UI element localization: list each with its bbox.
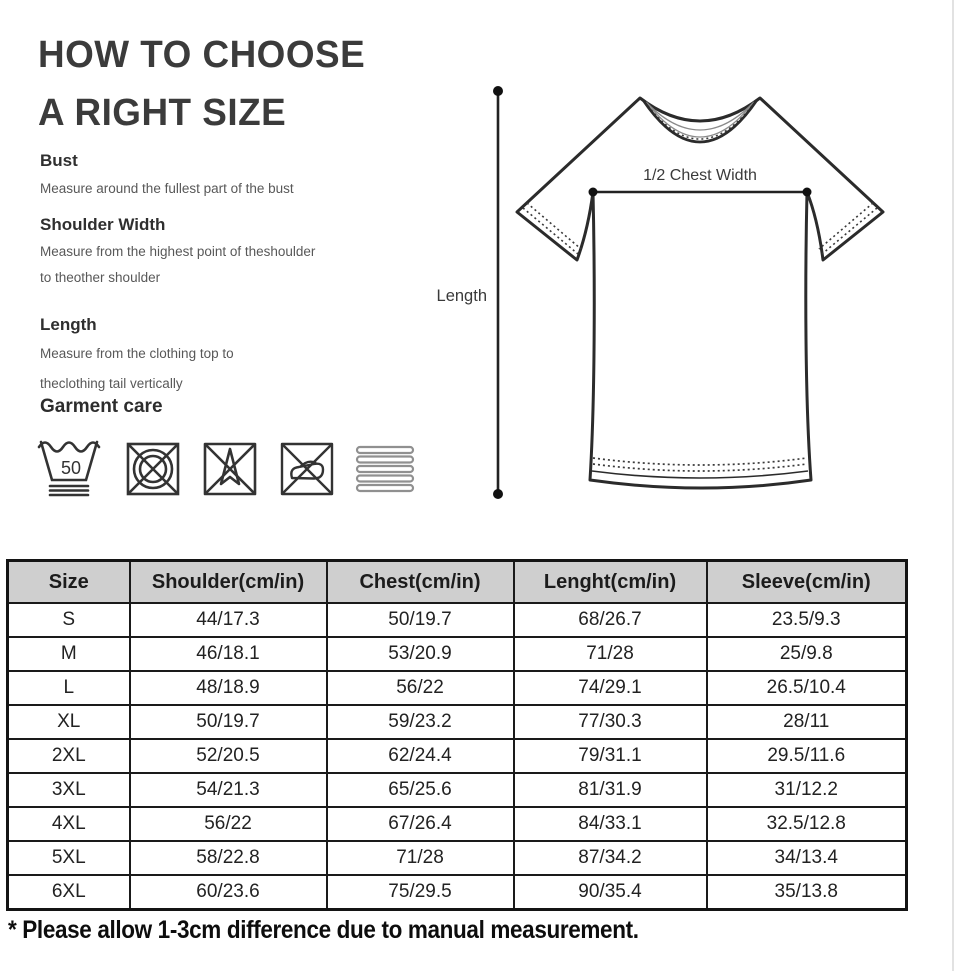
table-row [8, 637, 907, 671]
length-heading: Length [40, 315, 97, 334]
measurement-cell: 54/21.3 [130, 773, 327, 807]
garment-care-heading: Garment care [40, 396, 163, 417]
measurement-cell: 75/29.5 [327, 875, 514, 910]
measurement-cell: 34/13.4 [707, 841, 907, 875]
table-row [8, 705, 907, 739]
measurement-cell: 71/28 [327, 841, 514, 875]
size-cell: L [8, 671, 130, 705]
measurement-cell: 44/17.3 [130, 603, 327, 637]
size-cell: M [8, 637, 130, 671]
measurement-cell: 23.5/9.3 [707, 603, 907, 637]
measurement-cell: 28/11 [707, 705, 907, 739]
bust-heading: Bust [40, 151, 78, 170]
chest-width-label: 1/2 Chest Width [643, 167, 757, 184]
column-header: Chest(cm/in) [327, 561, 514, 604]
measurement-cell: 79/31.1 [514, 739, 707, 773]
page-title-line1: HOW TO CHOOSE [38, 34, 366, 76]
tshirt-outline [517, 98, 883, 488]
measurement-cell: 31/12.2 [707, 773, 907, 807]
table-row [8, 603, 907, 637]
page-title-line2: A RIGHT SIZE [38, 92, 287, 134]
size-cell: 4XL [8, 807, 130, 841]
measurement-cell: 65/25.6 [327, 773, 514, 807]
column-header: Size [8, 561, 130, 604]
measurement-cell: 50/19.7 [327, 603, 514, 637]
measurement-cell: 90/35.4 [514, 875, 707, 910]
column-header: Lenght(cm/in) [514, 561, 707, 604]
size-table-header [8, 561, 907, 604]
measurement-cell: 46/18.1 [130, 637, 327, 671]
measurement-cell: 32.5/12.8 [707, 807, 907, 841]
size-cell: 2XL [8, 739, 130, 773]
measurement-cell: 48/18.9 [130, 671, 327, 705]
measurement-cell: 60/23.6 [130, 875, 327, 910]
table-row [8, 671, 907, 705]
table-row [8, 841, 907, 875]
length-description-line2: theclothing tail vertically [40, 376, 183, 391]
garment-care-icons [30, 434, 418, 504]
tshirt-measurement-diagram [410, 80, 910, 520]
measurement-cell: 53/20.9 [327, 637, 514, 671]
column-header: Sleeve(cm/in) [707, 561, 907, 604]
measurement-cell: 58/22.8 [130, 841, 327, 875]
bust-description: Measure around the fullest part of the bust [40, 181, 294, 196]
measurement-cell: 74/29.1 [514, 671, 707, 705]
measurement-cell: 50/19.7 [130, 705, 327, 739]
image-edge-artifact [952, 0, 954, 971]
table-row [8, 739, 907, 773]
table-row [8, 773, 907, 807]
measurement-cell: 26.5/10.4 [707, 671, 907, 705]
size-cell: 6XL [8, 875, 130, 910]
shoulder-width-description-line2: to theother shoulder [40, 270, 161, 285]
shoulder-width-description-line1: Measure from the highest point of theshoulder [40, 244, 316, 259]
measurement-cell: 87/34.2 [514, 841, 707, 875]
measurement-cell: 81/31.9 [514, 773, 707, 807]
measurement-cell: 67/26.4 [327, 807, 514, 841]
measurement-cell: 62/24.4 [327, 739, 514, 773]
size-cell: 5XL [8, 841, 130, 875]
size-table [6, 559, 908, 911]
footer-note: * Please allow 1-3cm difference due to manual measurement. [8, 916, 639, 944]
page-title [38, 26, 365, 142]
measurement-cell: 52/20.5 [130, 739, 327, 773]
measurement-cell: 35/13.8 [707, 875, 907, 910]
measurement-cell: 29.5/11.6 [707, 739, 907, 773]
measurement-cell: 84/33.1 [514, 807, 707, 841]
size-cell: 3XL [8, 773, 130, 807]
length-description-line1: Measure from the clothing top to [40, 346, 234, 361]
measurement-cell: 59/23.2 [327, 705, 514, 739]
measurement-cell: 68/26.7 [514, 603, 707, 637]
measurement-cell: 25/9.8 [707, 637, 907, 671]
table-row [8, 875, 907, 910]
measurement-cell: 71/28 [514, 637, 707, 671]
do-not-bleach-icon [198, 434, 262, 504]
do-not-tumble-dry-icon [121, 434, 185, 504]
measurement-cell: 56/22 [130, 807, 327, 841]
dry-flat-icon [352, 434, 418, 504]
table-row [8, 807, 907, 841]
measurement-cell: 77/30.3 [514, 705, 707, 739]
length-measure-line [437, 86, 503, 499]
wash-temperature-label: 50 [61, 458, 82, 478]
machine-wash-50-icon [30, 434, 108, 504]
size-cell: S [8, 603, 130, 637]
shoulder-width-heading: Shoulder Width [40, 215, 166, 234]
length-label: Length [436, 287, 487, 305]
column-header: Shoulder(cm/in) [130, 561, 327, 604]
size-cell: XL [8, 705, 130, 739]
measurement-cell: 56/22 [327, 671, 514, 705]
do-not-iron-icon [275, 434, 339, 504]
